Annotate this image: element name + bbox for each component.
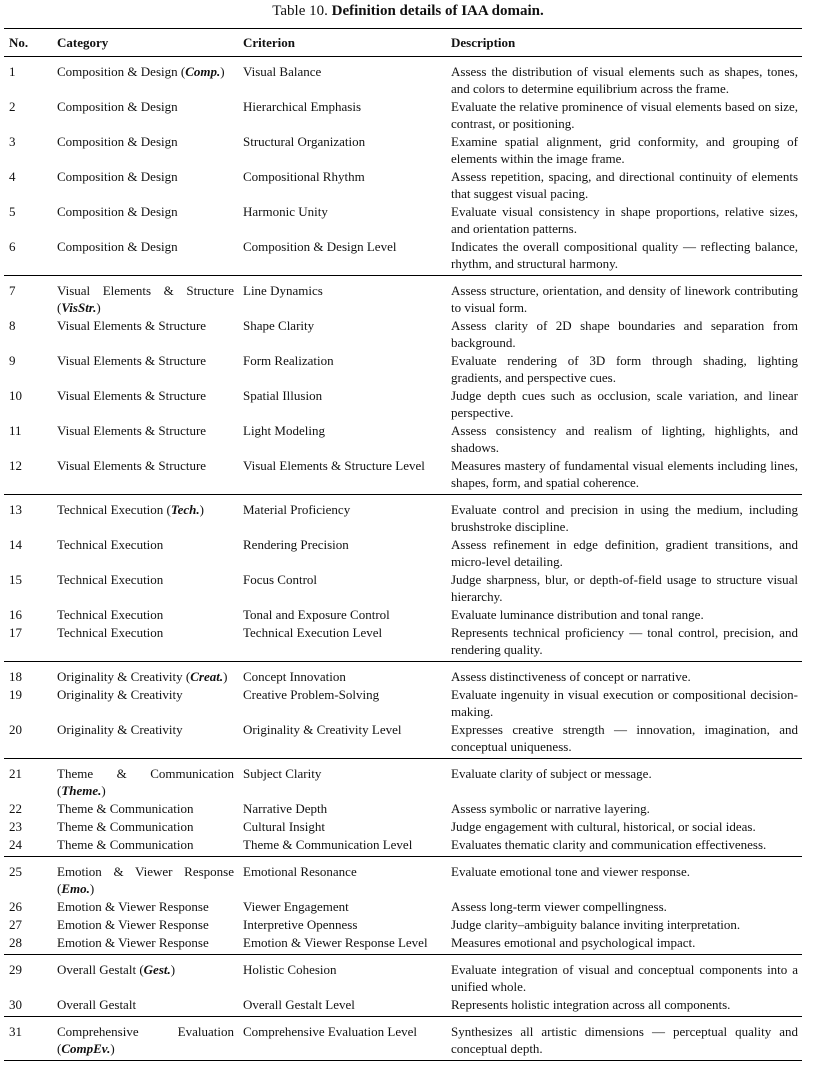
row-category: Technical Execution (57, 572, 164, 587)
table-row (4, 685, 802, 720)
row-number: 24 (9, 837, 22, 852)
row-category: Visual Elements & Structure (57, 388, 207, 403)
row-category: Composition & Design (57, 134, 178, 149)
row-criterion: Narrative Depth (243, 801, 328, 816)
row-category: Visual Elements & Structure (VisStr.) (57, 283, 234, 315)
row-description: Assess distinctiveness of concept or narrative. (451, 669, 691, 684)
row-criterion: Originality & Creativity Level (243, 722, 402, 737)
table-row (4, 915, 802, 933)
row-description: Assess symbolic or narrative layering. (451, 801, 650, 816)
table-body (4, 57, 802, 1061)
table-row (4, 897, 802, 915)
row-number: 26 (9, 899, 22, 914)
category-abbreviation: Creat. (190, 669, 224, 684)
row-number: 12 (9, 458, 22, 473)
row-description: Judge sharpness, blur, or depth-of-field usage to structure visual hierarchy. (451, 572, 798, 604)
row-number: 1 (9, 64, 16, 79)
row-description: Assess refinement in edge definition, gradient transitions, and micro-level detailing. (451, 537, 798, 569)
header-no: No. (9, 35, 29, 50)
row-category: Composition & Design (Comp.) (57, 64, 225, 79)
row-description: Synthesizes all artistic dimensions — perceptual quality and conceptual depth. (451, 1024, 798, 1056)
category-name: Theme & Communication (57, 766, 234, 781)
row-description: Examine spatial alignment, grid conformity, and grouping of elements within the image frame. (451, 134, 798, 166)
category-abbreviation: Comp. (185, 64, 221, 79)
row-criterion: Spatial Illusion (243, 388, 323, 403)
table-row (4, 835, 802, 857)
table-row (4, 955, 802, 996)
row-number: 25 (9, 864, 22, 879)
row-number: 11 (9, 423, 22, 438)
table-row (4, 720, 802, 759)
row-category: Visual Elements & Structure (57, 318, 207, 333)
category-name: Overall Gestalt (57, 962, 137, 977)
row-number: 3 (9, 134, 16, 149)
row-category: Emotion & Viewer Response (57, 917, 209, 932)
row-description: Measures mastery of fundamental visual elements including lines, shapes, form, and spatial coherence. (451, 458, 798, 490)
category-name: Composition & Design (57, 64, 178, 79)
table-row (4, 202, 802, 237)
row-number: 7 (9, 283, 16, 298)
row-number: 27 (9, 917, 22, 932)
table-row (4, 456, 802, 495)
category-name: Comprehensive Evaluation (57, 1024, 234, 1039)
row-category: Originality & Creativity (Creat.) (57, 669, 228, 684)
row-number: 9 (9, 353, 16, 368)
row-description: Evaluate control and precision in using the medium, including brushstroke discipline. (451, 502, 798, 534)
table-row (4, 276, 802, 317)
row-criterion: Concept Innovation (243, 669, 346, 684)
row-number: 2 (9, 99, 16, 114)
row-category: Theme & Communication (57, 837, 194, 852)
row-number: 14 (9, 537, 22, 552)
row-criterion: Holistic Cohesion (243, 962, 337, 977)
category-name: Visual Elements & Structure (57, 283, 234, 298)
row-number: 17 (9, 625, 22, 640)
row-number: 23 (9, 819, 22, 834)
row-description: Assess repetition, spacing, and directional continuity of elements that suggest visual pacing. (451, 169, 798, 201)
row-criterion: Subject Clarity (243, 766, 322, 781)
row-description: Judge clarity–ambiguity balance inviting interpretation. (451, 917, 741, 932)
row-criterion: Shape Clarity (243, 318, 315, 333)
row-description: Evaluate emotional tone and viewer response. (451, 864, 690, 879)
table-row (4, 759, 802, 800)
table-row (4, 386, 802, 421)
table-row (4, 995, 802, 1017)
table-row (4, 857, 802, 898)
table-row (4, 57, 802, 98)
row-description: Assess long-term viewer compellingness. (451, 899, 667, 914)
row-description: Assess clarity of 2D shape boundaries and separation from background. (451, 318, 798, 350)
row-description: Assess consistency and realism of lighting, highlights, and shadows. (451, 423, 798, 455)
row-description: Judge depth cues such as occlusion, scale variation, and linear perspective. (451, 388, 798, 420)
row-category: Composition & Design (57, 99, 178, 114)
row-category: Originality & Creativity (57, 722, 183, 737)
row-number: 5 (9, 204, 16, 219)
row-criterion: Harmonic Unity (243, 204, 328, 219)
table-row (4, 817, 802, 835)
row-criterion: Material Proficiency (243, 502, 351, 517)
row-category: Emotion & Viewer Response (57, 935, 209, 950)
row-category: Composition & Design (57, 239, 178, 254)
table-row (4, 662, 802, 686)
table-row (4, 605, 802, 623)
row-criterion: Structural Organization (243, 134, 366, 149)
row-criterion: Focus Control (243, 572, 318, 587)
row-number: 28 (9, 935, 22, 950)
header-criterion: Criterion (243, 35, 295, 50)
row-number: 29 (9, 962, 22, 977)
row-description: Indicates the overall compositional quality — reflecting balance, rhythm, and structural harmony. (451, 239, 798, 271)
row-description: Evaluate visual consistency in shape proportions, relative sizes, and orientation patterns. (451, 204, 798, 236)
row-category: Originality & Creativity (57, 687, 183, 702)
header-description: Description (451, 35, 516, 50)
row-description: Expresses creative strength — innovation, imagination, and conceptual uniqueness. (451, 722, 798, 754)
row-criterion: Interpretive Openness (243, 917, 358, 932)
row-description: Measures emotional and psychological impact. (451, 935, 696, 950)
table-row (4, 1017, 802, 1061)
row-criterion: Emotional Resonance (243, 864, 357, 879)
category-abbreviation: Gest. (143, 962, 171, 977)
category-abbreviation: CompEv. (61, 1041, 111, 1056)
row-criterion: Hierarchical Emphasis (243, 99, 362, 114)
row-description: Evaluate ingenuity in visual execution or compositional decision-making. (451, 687, 798, 719)
category-name: Originality & Creativity (57, 669, 183, 684)
row-number: 20 (9, 722, 22, 737)
row-number: 19 (9, 687, 22, 702)
table-row (4, 237, 802, 276)
row-category: Technical Execution (57, 607, 164, 622)
table-row (4, 351, 802, 386)
row-category: Overall Gestalt (57, 997, 137, 1012)
row-criterion: Emotion & Viewer Response Level (243, 935, 428, 950)
table-row (4, 535, 802, 570)
table-row (4, 167, 802, 202)
definition-table (4, 28, 802, 1061)
row-number: 10 (9, 388, 22, 403)
row-number: 22 (9, 801, 22, 816)
row-category: Theme & Communication (57, 819, 194, 834)
row-category: Comprehensive Evaluation (CompEv.) (57, 1024, 234, 1056)
table-row (4, 316, 802, 351)
table-caption (0, 2, 816, 20)
row-category: Composition & Design (57, 204, 178, 219)
row-number: 30 (9, 997, 22, 1012)
table-row (4, 570, 802, 605)
row-category: Composition & Design (57, 169, 178, 184)
row-description: Represents holistic integration across all components. (451, 997, 731, 1012)
row-criterion: Form Realization (243, 353, 334, 368)
row-number: 6 (9, 239, 16, 254)
row-description: Evaluate integration of visual and conceptual components into a unified whole. (451, 962, 798, 994)
category-name: Technical Execution (57, 502, 164, 517)
row-criterion: Overall Gestalt Level (243, 997, 355, 1012)
table-row (4, 421, 802, 456)
row-number: 21 (9, 766, 22, 781)
row-category: Visual Elements & Structure (57, 423, 207, 438)
table-row (4, 799, 802, 817)
row-criterion: Visual Balance (243, 64, 322, 79)
row-description: Evaluate luminance distribution and tonal range. (451, 607, 704, 622)
row-number: 4 (9, 169, 16, 184)
category-abbreviation: Tech. (170, 502, 200, 517)
row-category: Technical Execution (57, 537, 164, 552)
table-header-row (4, 29, 802, 57)
row-category: Emotion & Viewer Response (57, 899, 209, 914)
row-criterion: Theme & Communication Level (243, 837, 413, 852)
row-description: Evaluate clarity of subject or message. (451, 766, 652, 781)
row-description: Evaluate rendering of 3D form through shading, lighting gradients, and perspective cues. (451, 353, 798, 385)
row-criterion: Technical Execution Level (243, 625, 383, 640)
row-criterion: Compositional Rhythm (243, 169, 365, 184)
row-number: 31 (9, 1024, 22, 1039)
table-row (4, 933, 802, 955)
row-category: Visual Elements & Structure (57, 458, 207, 473)
row-criterion: Creative Problem-Solving (243, 687, 380, 702)
row-number: 13 (9, 502, 22, 517)
row-criterion: Composition & Design Level (243, 239, 397, 254)
row-number: 16 (9, 607, 22, 622)
row-criterion: Rendering Precision (243, 537, 349, 552)
row-description: Judge engagement with cultural, historical, or social ideas. (451, 819, 756, 834)
caption-prefix: Table 10. (272, 3, 328, 19)
row-criterion: Tonal and Exposure Control (243, 607, 390, 622)
row-category: Overall Gestalt (Gest.) (57, 962, 176, 977)
row-criterion: Comprehensive Evaluation Level (243, 1024, 418, 1039)
table-row (4, 97, 802, 132)
table-row (4, 132, 802, 167)
category-abbreviation: Theme. (61, 783, 102, 798)
row-number: 15 (9, 572, 22, 587)
caption-title: Definition details of IAA domain. (331, 3, 544, 19)
row-criterion: Line Dynamics (243, 283, 323, 298)
row-number: 18 (9, 669, 22, 684)
row-description: Evaluates thematic clarity and communication effectiveness. (451, 837, 767, 852)
category-abbreviation: Emo. (61, 881, 90, 896)
table-row (4, 495, 802, 536)
row-description: Represents technical proficiency — tonal control, precision, and rendering quality. (451, 625, 798, 657)
row-criterion: Cultural Insight (243, 819, 325, 834)
table-row (4, 623, 802, 662)
header-category: Category (57, 35, 109, 50)
row-category: Technical Execution (57, 625, 164, 640)
row-description: Evaluate the relative prominence of visual elements based on size, contrast, or positioning. (451, 99, 798, 131)
row-category: Theme & Communication (57, 801, 194, 816)
row-description: Assess the distribution of visual elements such as shapes, tones, and colors to determine equilibrium across the frame. (451, 64, 798, 96)
category-abbreviation: VisStr. (61, 300, 97, 315)
row-category: Emotion & Viewer Response (Emo.) (57, 864, 234, 896)
row-criterion: Visual Elements & Structure Level (243, 458, 425, 473)
row-number: 8 (9, 318, 16, 333)
row-category: Visual Elements & Structure (57, 353, 207, 368)
row-category: Theme & Communication (Theme.) (57, 766, 234, 798)
row-description: Assess structure, orientation, and density of linework contributing to visual form. (451, 283, 798, 315)
row-criterion: Viewer Engagement (243, 899, 349, 914)
row-criterion: Light Modeling (243, 423, 325, 438)
row-category: Technical Execution (Tech.) (57, 502, 205, 517)
category-name: Emotion & Viewer Response (57, 864, 234, 879)
